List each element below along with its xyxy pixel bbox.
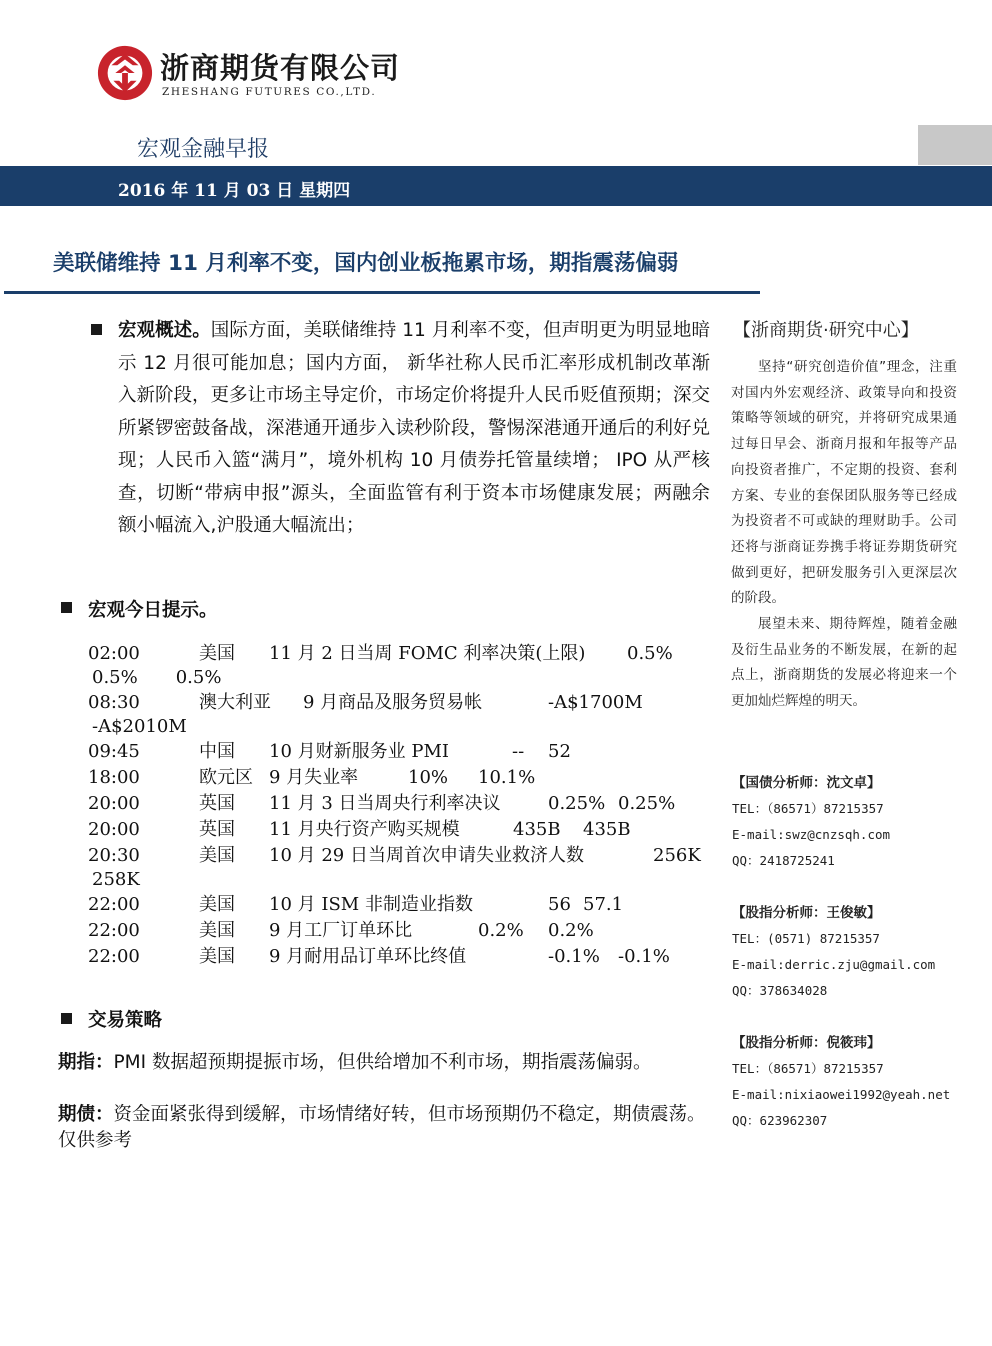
event-value: -0.1% (618, 946, 670, 967)
event-value: 0.5% (92, 667, 138, 688)
event-value: 57.1 (583, 894, 624, 915)
company-name-cn: 浙商期货有限公司 (160, 51, 401, 85)
analyst-email[interactable]: E-mail:derric.zju@gmail.com (732, 957, 936, 972)
today-tips-heading: 宏观今日提示。 (88, 600, 218, 621)
analyst-tel: TEL：（86571）87215357 (732, 801, 884, 816)
strategy-heading: 交易策略 (88, 1010, 163, 1031)
event-value: 56 (548, 894, 571, 915)
headline: 美联储维持 11 月利率不变，国内创业板拖累市场，期指震荡偏弱 (53, 251, 679, 276)
bullet-square-icon (61, 1013, 72, 1024)
event-time: 20:30 (88, 845, 140, 866)
event-time: 09:45 (88, 741, 140, 762)
analyst-title: 【国债分析师：沈文卓】 (732, 775, 881, 791)
event-time: 22:00 (88, 894, 140, 915)
event-time: 22:00 (88, 946, 140, 967)
event-name: 9 月工厂订单环比 (269, 920, 413, 941)
event-country: 美国 (199, 643, 235, 664)
event-name: 9 月失业率 (269, 767, 359, 788)
header-gray-block (918, 125, 992, 165)
event-country: 美国 (199, 845, 235, 866)
event-value: 435B (583, 819, 631, 840)
overview-label: 宏观概述。 (118, 320, 211, 341)
event-value: 10.1% (478, 767, 536, 788)
bullet-square-icon (61, 602, 72, 613)
report-date: 2016 年 11 月 03 日 星期四 (118, 181, 351, 201)
event-country: 中国 (199, 741, 235, 762)
analyst-title: 【股指分析师：王俊敏】 (732, 905, 881, 921)
bond-label: 期债： (58, 1104, 114, 1125)
sidebar-intro (731, 355, 957, 715)
headline-divider (4, 291, 760, 294)
sidebar-title: 【浙商期货·研究中心】 (733, 320, 919, 341)
event-country: 英国 (199, 793, 235, 814)
event-value: 0.2% (478, 920, 524, 941)
event-name: 11 月央行资产购买规模 (269, 819, 460, 840)
event-value: 52 (548, 741, 571, 762)
analyst-qq: QQ：378634028 (732, 983, 828, 998)
event-country: 美国 (199, 920, 235, 941)
analyst-qq: QQ：623962307 (732, 1113, 828, 1128)
sidebar-paragraph: 坚持“研究创造价值”理念，注重对国内外宏观经济、政策导向和投资策略等领域的研究，并将研究成果通过每日早会、浙商月报和年报等产品向投资者推广，不定期的投资、套利方案、专业的套保团队服务等已经成为投资者不可或缺的理财助手。公司还将与浙商证券携手将证券期货研究做到更好，把研发服务引入更深层次的阶段。 (731, 359, 957, 607)
event-value: -A$1700M (548, 692, 643, 713)
event-country: 美国 (199, 946, 235, 967)
event-country: 美国 (199, 894, 235, 915)
macro-overview (118, 315, 710, 543)
event-country: 英国 (199, 819, 235, 840)
analyst-card (732, 900, 935, 1004)
analyst-email[interactable]: E-mail:nixiaowei1992@yeah.net (732, 1087, 951, 1102)
event-name: 11 月 2 日当周 FOMC 利率决策(上限) (269, 643, 586, 664)
event-value: 435B (513, 819, 561, 840)
event-value: 0.5% (627, 643, 673, 664)
event-name: 9 月商品及服务贸易帐 (303, 692, 483, 713)
event-name: 11 月 3 日当周央行利率决议 (269, 793, 501, 814)
event-name: 10 月财新服务业 PMI (269, 741, 449, 762)
event-value: 256K (653, 845, 701, 866)
event-time: 02:00 (88, 643, 140, 664)
overview-text: 国际方面，美联储维持 11 月利率不变，但声明更为明显地暗示 12 月很可能加息；国内方面， 新华社称人民币汇率形成机制改革渐入新阶段，更多让市场主导定价，市场定价将提升人民币贬值预期；深交所紧锣密鼓备战，深港通开通步入读秒阶段，警惕深港通开通后的利好兑现；人民币入篮“满月”，境外机构 10 月债券托管量续增； IPO 从严核查，切断“带病申报”源头，全面监管有利于资本市场健康发展；两融余额小幅流入,沪股通大幅流出； (118, 320, 711, 536)
event-value: 0.2% (548, 920, 594, 941)
event-name: 9 月耐用品订单环比终值 (269, 946, 467, 967)
event-value: 10% (408, 767, 449, 788)
analyst-qq: QQ：2418725241 (732, 853, 835, 868)
schedule-row-cont (92, 666, 221, 690)
analyst-tel: TEL：(0571) 87215357 (732, 931, 880, 946)
event-country: 欧元区 (199, 767, 253, 788)
report-type: 宏观金融早报 (137, 137, 270, 162)
event-value: 0.25% (618, 793, 676, 814)
schedule-row-cont (92, 868, 140, 892)
event-time: 20:00 (88, 819, 140, 840)
event-name: 10 月 29 日当周首次申请失业救济人数 (269, 845, 584, 866)
event-name: 10 月 ISM 非制造业指数 (269, 894, 473, 915)
event-value: -0.1% (548, 946, 600, 967)
sidebar-paragraph: 展望未来、期待辉煌，随着金融及衍生品业务的不断发展，在新的起点上，浙商期货的发展必将迎来一个更加灿烂辉煌的明天。 (731, 616, 957, 710)
analyst-tel: TEL：（86571）87215357 (732, 1061, 884, 1076)
company-logo (96, 44, 154, 102)
bullet-square-icon (91, 324, 102, 335)
analyst-card (732, 770, 890, 874)
index-label: 期指： (58, 1052, 114, 1073)
event-time: 22:00 (88, 920, 140, 941)
analyst-email[interactable]: E-mail:swz@cnzsqh.com (732, 827, 891, 842)
index-futures-strategy (58, 1050, 708, 1076)
index-text: PMI 数据超预期提振市场，但供给增加不利市场，期指震荡偏弱。 (113, 1052, 652, 1073)
event-value: -A$2010M (92, 716, 187, 737)
event-value: -- (512, 741, 525, 762)
analyst-title: 【股指分析师：倪筱玮】 (732, 1035, 881, 1051)
bond-futures-strategy (58, 1102, 708, 1154)
event-value: 0.25% (548, 793, 606, 814)
event-time: 08:30 (88, 692, 140, 713)
schedule-row-cont (92, 715, 187, 739)
event-time: 18:00 (88, 767, 140, 788)
analyst-card (732, 1030, 950, 1134)
event-time: 20:00 (88, 793, 140, 814)
event-value: 258K (92, 869, 140, 890)
event-country: 澳大利亚 (199, 692, 271, 713)
bond-text: 资金面紧张得到缓解，市场情绪好转，但市场预期仍不稳定，期债震荡。仅供参考 (58, 1104, 706, 1151)
event-value: 0.5% (175, 667, 222, 688)
company-name-en: ZHESHANG FUTURES CO.,LTD. (162, 86, 377, 98)
